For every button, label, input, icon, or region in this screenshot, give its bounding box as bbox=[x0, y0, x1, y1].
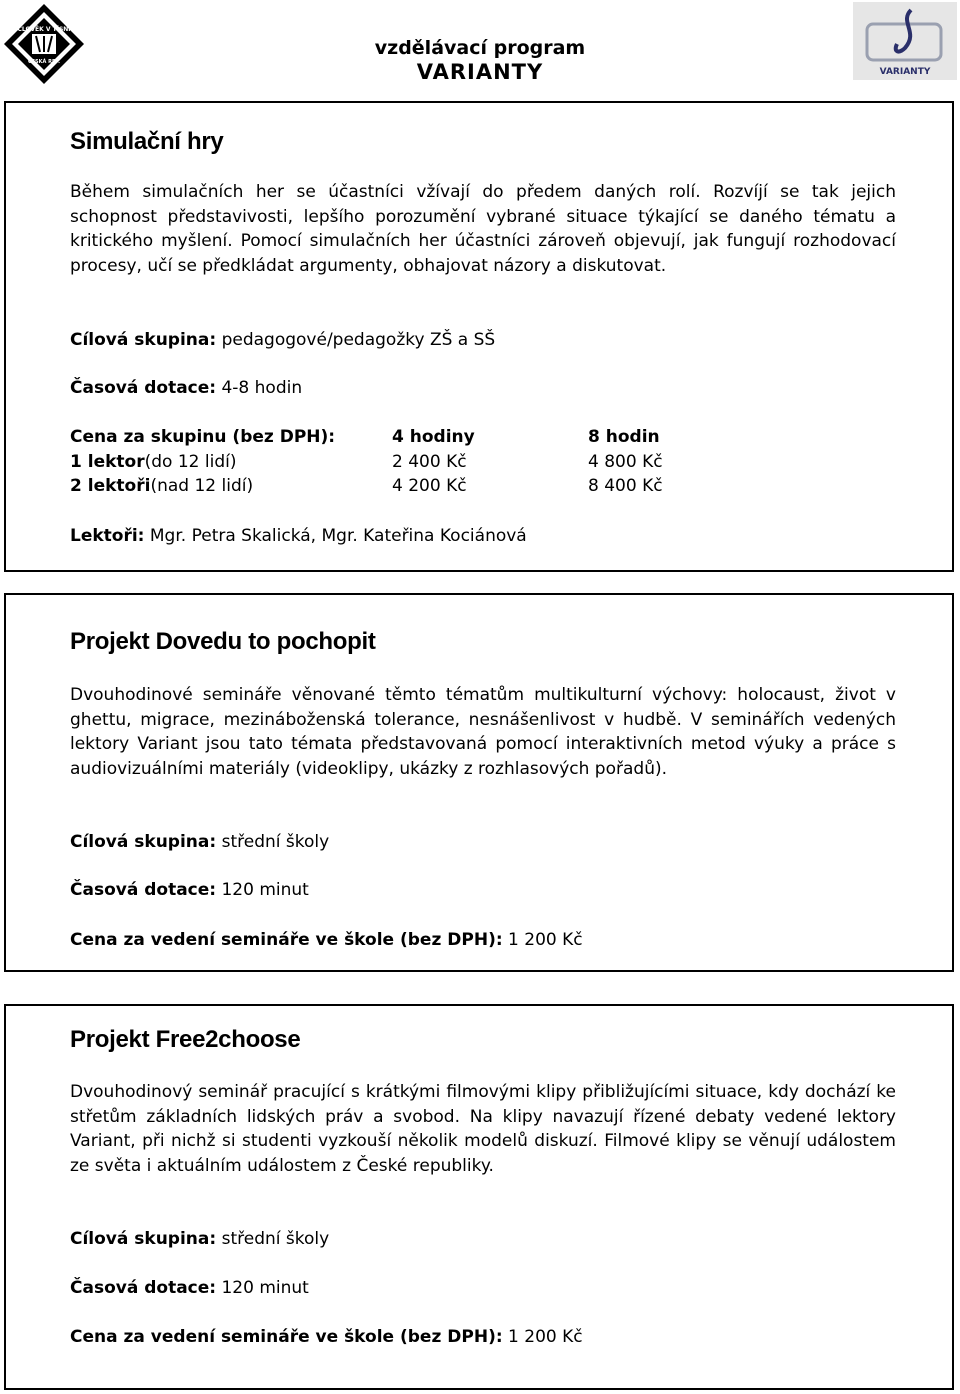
seminar-price-label: Cena za vedení semináře ve škole (bez DPH): bbox=[70, 930, 503, 950]
price-row-4h: 2 400 Kč bbox=[392, 451, 467, 472]
section-dovedu-to-pochopit bbox=[4, 593, 954, 972]
target-group bbox=[70, 1227, 329, 1251]
target-group-value: střední školy bbox=[216, 832, 330, 852]
target-group-label: Cílová skupina: bbox=[70, 832, 217, 852]
price-row-label: 2 lektoři (nad 12 lidí) bbox=[70, 476, 254, 497]
section-free2choose bbox=[4, 1004, 954, 1390]
section-description: Dvouhodinový seminář pracující s krátkými filmovými klipy přibližujícími situace, kdy dochází ke střetům základních lidských práv a svobod. Na klipy navazují řízené debaty vedené lektory Variant, při nichž si studenti vyzkouší několik modelů diskuzí. Filmové klipy se věnují událostem ze světa i aktuálním událostem z České republiky. bbox=[70, 1082, 896, 1176]
section-title: Projekt Dovedu to pochopit bbox=[70, 628, 376, 655]
seminar-price-value: 1 200 Kč bbox=[502, 1327, 583, 1347]
section-description: Během simulačních her se účastníci vžívají do předem daných rolí. Rozvíjí se tak jejich schopnost představivosti, lepšího porozumění vybrané situace týkající se daného tématu a kritického myšlení. Pomocí simulačních her účastníci zároveň objevují, jak fungují rozhodovací procesy, učí se předkládat argumenty, obhajovat názory a diskutovat. bbox=[70, 182, 896, 276]
target-group-label: Cílová skupina: bbox=[70, 330, 217, 350]
time-allocation-value: 120 minut bbox=[216, 1278, 309, 1298]
time-allocation-value: 4-8 hodin bbox=[216, 378, 303, 398]
section-simulacni-hry bbox=[4, 101, 954, 572]
program-name: VARIANTY bbox=[416, 60, 544, 84]
price-header-8h: 8 hodin bbox=[588, 427, 660, 447]
time-allocation-value: 120 minut bbox=[216, 880, 309, 900]
time-allocation-label: Časová dotace: bbox=[70, 880, 217, 900]
lecturers-value: Mgr. Petra Skalická, Mgr. Kateřina Kociánová bbox=[144, 526, 527, 546]
time-allocation-label: Časová dotace: bbox=[70, 378, 217, 398]
section-title: Projekt Free2choose bbox=[70, 1026, 301, 1053]
time-allocation bbox=[70, 1276, 309, 1300]
seminar-price-label: Cena za vedení semináře ve škole (bez DPH): bbox=[70, 1327, 503, 1347]
target-group bbox=[70, 328, 495, 352]
section-title: Simulační hry bbox=[70, 128, 224, 155]
time-allocation-label: Časová dotace: bbox=[70, 1278, 217, 1298]
time-allocation bbox=[70, 878, 309, 902]
lecturers bbox=[70, 524, 527, 548]
section-description: Dvouhodinové semináře věnované těmto tématům multikulturní výchovy: holocaust, život v ghettu, migrace, mezináboženská tolerance, nesnášenlivost v hudbě. V seminářích vedených lektory Variant jsou tato témata představovaná pomocí interaktivních metod výuky a práce s audiovizuálními materiály (videoklipy, ukázky z rozhlasových pořadů). bbox=[70, 685, 896, 779]
program-heading bbox=[0, 36, 960, 84]
price-row-4h: 4 200 Kč bbox=[392, 476, 467, 497]
lecturers-label: Lektoři: bbox=[70, 526, 145, 546]
price-row-8h: 8 400 Kč bbox=[588, 476, 663, 497]
svg-text:ČESKÁ REP.: ČESKÁ REP. bbox=[27, 59, 61, 65]
svg-text:ČLOVĚK V TÍSNI: ČLOVĚK V TÍSNI bbox=[17, 26, 71, 33]
target-group bbox=[70, 830, 329, 854]
price-header-4h: 4 hodiny bbox=[392, 427, 475, 447]
seminar-price bbox=[70, 928, 583, 952]
target-group-value: střední školy bbox=[216, 1229, 330, 1249]
time-allocation bbox=[70, 376, 302, 400]
varianty-logo bbox=[853, 2, 957, 80]
seminar-price bbox=[70, 1325, 583, 1349]
target-group-label: Cílová skupina: bbox=[70, 1229, 217, 1249]
price-row-label: 1 lektor (do 12 lidí) bbox=[70, 451, 237, 472]
price-header-label: Cena za skupinu (bez DPH): bbox=[70, 427, 336, 447]
svg-text:VARIANTY: VARIANTY bbox=[879, 67, 931, 77]
program-label: vzdělávací program bbox=[374, 37, 586, 59]
target-group-value: pedagogové/pedagožky ZŠ a SŠ bbox=[216, 330, 496, 350]
seminar-price-value: 1 200 Kč bbox=[502, 930, 583, 950]
price-row-8h: 4 800 Kč bbox=[588, 451, 663, 472]
